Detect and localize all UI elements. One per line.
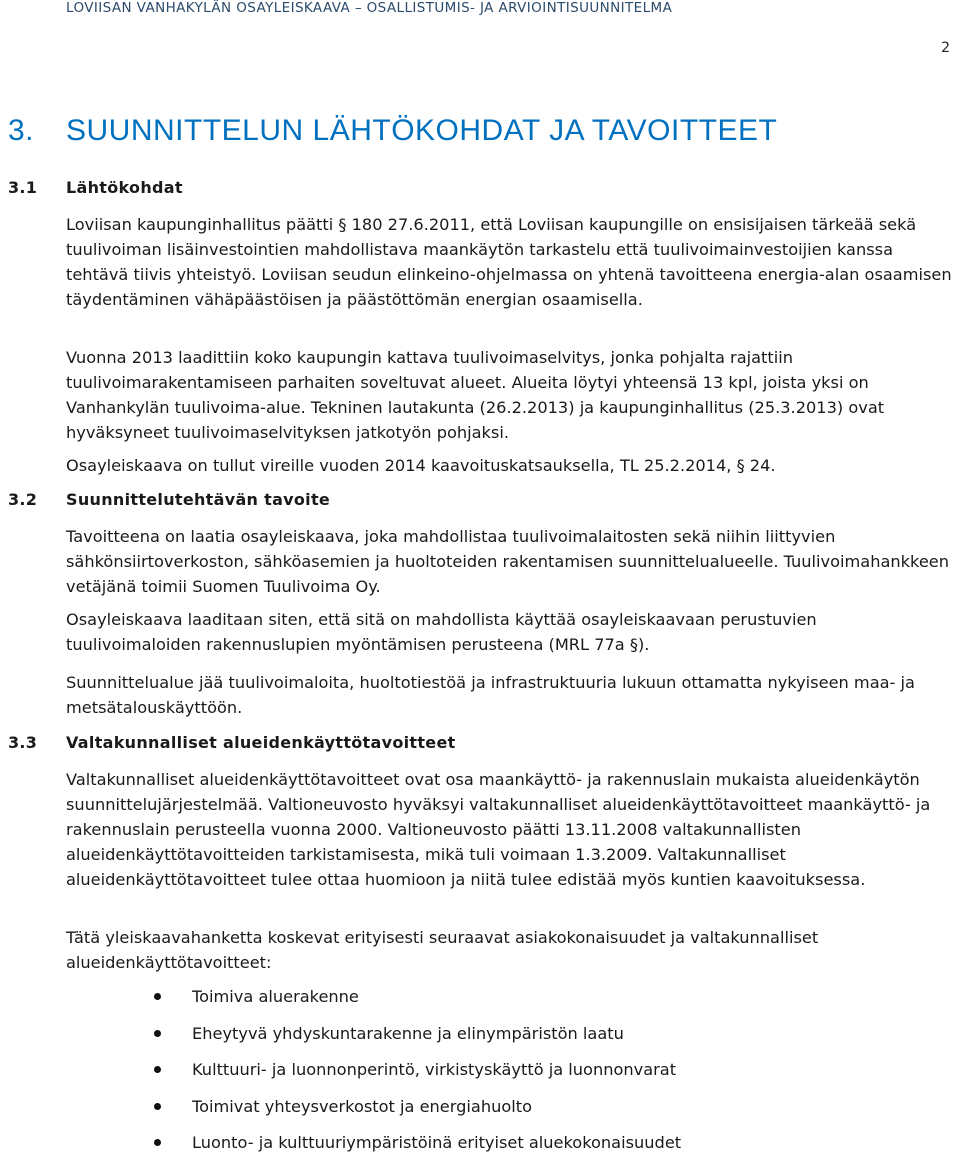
section-heading-3-1 <box>8 178 183 197</box>
section-heading-3-3 <box>8 733 456 752</box>
list-item: Kulttuuri- ja luonnonperintö, virkistyskäyttö ja luonnonvarat <box>150 1059 681 1096</box>
paragraph: Osayleiskaava on tullut vireille vuoden 2014 kaavoituskatsauksella, TL 25.2.2014, § 24. <box>66 456 776 475</box>
chapter-title: SUUNNITTELUN LÄHTÖKOHDAT JA TAVOITTEET <box>66 114 778 147</box>
chapter-number: 3. <box>8 114 35 147</box>
list-item: Luonto- ja kulttuuriympäristöinä erityiset aluekokonaisuudet <box>150 1132 681 1169</box>
paragraph: Suunnittelualue jää tuulivoimaloita, huoltotiestöä ja infrastruktuuria lukuun ottamatta nykyiseen maa- ja metsätalouskäyttöön. <box>66 673 915 717</box>
section-title: Valtakunnalliset alueidenkäyttötavoitteet <box>66 733 456 752</box>
section-number: 3.2 <box>8 490 38 509</box>
section-title: Suunnittelutehtävän tavoite <box>66 490 331 509</box>
list-item: Eheytyvä yhdyskuntarakenne ja elinympäristön laatu <box>150 1023 681 1060</box>
list-item: Toimiva aluerakenne <box>150 986 681 1023</box>
paragraph: Loviisan kaupunginhallitus päätti § 180 27.6.2011, että Loviisan kaupungille on ensisijaisen tärkeää sekä tuulivoiman lisäinvestointien mahdollistava maankäytön tarkastelu että tuulivoimainvestoijien kanssa tehtävä tiivis yhteistyö. Loviisan seudun elinkeino-ohjelmassa on yhtenä tavoitteena energia-alan osaamisen täydentäminen vähäpäästöisen ja päästöttömän energian osaamisella. <box>66 215 952 309</box>
chapter-heading <box>8 114 777 148</box>
list-item: Toimivat yhteysverkostot ja energiahuolto <box>150 1096 681 1133</box>
paragraph: Osayleiskaava laaditaan siten, että sitä on mahdollista käyttää osayleiskaavaan perustuvien tuulivoimaloiden rakennuslupien myöntämisen perusteena (MRL 77a §). <box>66 610 817 654</box>
section-title: Lähtökohdat <box>66 178 183 197</box>
paragraph: Tavoitteena on laatia osayleiskaava, joka mahdollistaa tuulivoimalaitosten sekä niihin liittyvien sähkönsiirtoverkoston, sähköasemien ja huoltoteiden rakentamisen suunnittelualueelle. Tuulivoimahankkeen vetäjänä toimii Suomen Tuulivoima Oy. <box>66 527 950 596</box>
running-header: LOVIISAN VANHAKYLÄN OSAYLEISKAAVA – OSALLISTUMIS- JA ARVIOINTISUUNNITELMA <box>66 0 673 16</box>
section-number: 3.1 <box>8 178 38 197</box>
bullet-list <box>150 986 681 1169</box>
section-heading-3-2 <box>8 490 330 509</box>
page-number: 2 <box>941 40 950 56</box>
section-number: 3.3 <box>8 733 38 752</box>
paragraph: Tätä yleiskaavahanketta koskevat erityisesti seuraavat asiakokonaisuudet ja valtakunnalliset alueidenkäyttötavoitteet: <box>66 928 819 972</box>
paragraph: Vuonna 2013 laadittiin koko kaupungin kattava tuulivoimaselvitys, jonka pohjalta rajattiin tuulivoimarakentamiseen parhaiten soveltuvat alueet. Alueita löytyi yhteensä 13 kpl, joista yksi on Vanhankylän tuulivoima-alue. Tekninen lautakunta (26.2.2013) ja kaupunginhallitus (25.3.2013) ovat hyväksyneet tuulivoimaselvityksen jatkotyön pohjaksi. <box>66 348 885 442</box>
paragraph: Valtakunnalliset alueidenkäyttötavoitteet ovat osa maankäyttö- ja rakennuslain mukaista alueidenkäytön suunnittelujärjestelmää. Valtioneuvosto hyväksyi valtakunnalliset alueidenkäyttötavoitteet maankäyttö- ja rakennuslain perusteella vuonna 2000. Valtioneuvosto päätti 13.11.2008 valtakunnallisten alueidenkäyttötavoitteiden tarkistamisesta, mikä tuli voimaan 1.3.2009. Valtakunnalliset alueidenkäyttötavoitteet tulee ottaa huomioon ja niitä tulee edistää myös kuntien kaavoituksessa. <box>66 770 931 889</box>
